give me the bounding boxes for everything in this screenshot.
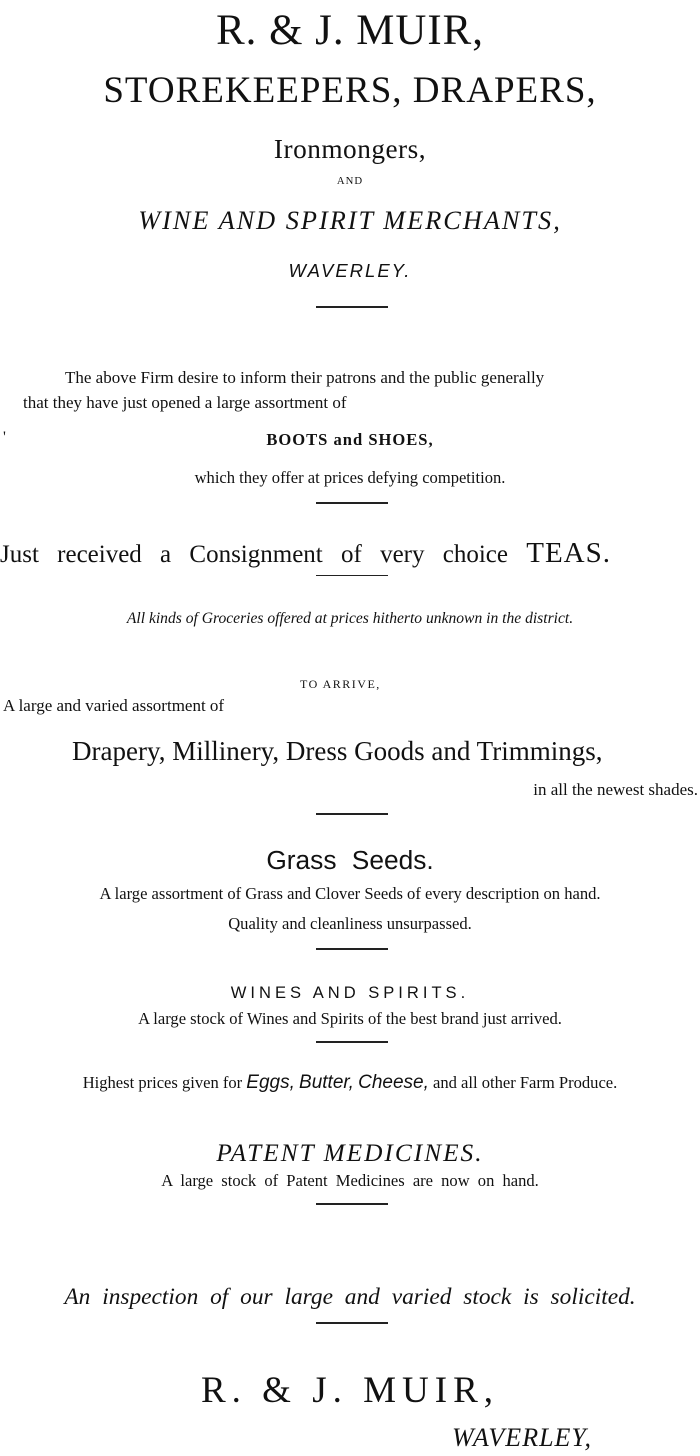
teas-announcement bbox=[0, 539, 611, 568]
arrivals-items: Drapery, Millinery, Dress Goods and Trimmings, bbox=[72, 736, 603, 766]
teas-highlight: TEAS. bbox=[526, 537, 611, 569]
divider-rule bbox=[316, 948, 388, 950]
ironmongers-heading: Ironmongers, bbox=[273, 134, 427, 164]
wines-heading: WINES AND SPIRITS. bbox=[230, 983, 470, 1002]
arrivals-shades: in all the newest shades. bbox=[533, 780, 698, 799]
groceries-notice: All kinds of Groceries offered at prices hitherto unknown in the district. bbox=[126, 610, 574, 627]
produce-cheese: Cheese, bbox=[358, 1072, 429, 1093]
wine-merchants-heading: WINE AND SPIRIT MERCHANTS, bbox=[138, 206, 562, 235]
produce-eggs: Eggs, bbox=[246, 1072, 295, 1093]
grass-seeds-heading: Grass Seeds. bbox=[266, 845, 434, 875]
firm-name-heading: R. & J. MUIR, bbox=[216, 7, 484, 54]
and-conjunction: AND bbox=[336, 175, 364, 187]
grass-seeds-line-1: A large assortment of Grass and Clover Seeds of every description on hand. bbox=[99, 884, 601, 903]
place-name-footer: WAVERLEY, bbox=[452, 1423, 592, 1452]
produce-suffix: and all other Farm Produce. bbox=[433, 1073, 618, 1092]
boots-heading: BOOTS and SHOES, bbox=[266, 430, 434, 449]
place-name-top: WAVERLEY. bbox=[288, 260, 412, 281]
produce-prefix: Highest prices given for bbox=[82, 1073, 243, 1092]
arrivals-intro: A large and varied assortment of bbox=[3, 696, 225, 715]
margin-mark-icon: ' bbox=[3, 429, 6, 446]
wines-line: A large stock of Wines and Spirits of the best brand just arrived. bbox=[138, 1009, 562, 1028]
grass-seeds-line-2: Quality and cleanliness unsurpassed. bbox=[228, 914, 472, 933]
divider-rule bbox=[316, 1203, 388, 1205]
inspection-notice: An inspection of our large and varied stock is solicited. bbox=[64, 1284, 636, 1310]
farm-produce-line bbox=[0, 1073, 700, 1092]
divider-rule bbox=[316, 502, 388, 504]
patent-medicines-line: A large stock of Patent Medicines are now on hand. bbox=[161, 1171, 539, 1190]
divider-rule bbox=[316, 1322, 388, 1324]
trades-heading: STOREKEEPERS, DRAPERS, bbox=[103, 70, 597, 111]
divider-rule bbox=[316, 306, 388, 308]
teas-text: Just received a Consignment of very choice bbox=[0, 541, 508, 568]
boots-offer: which they offer at prices defying competition. bbox=[194, 468, 506, 487]
to-arrive-label: TO ARRIVE, bbox=[300, 677, 381, 691]
patent-medicines-heading: PATENT MEDICINES. bbox=[216, 1139, 484, 1167]
divider-rule bbox=[316, 813, 388, 815]
divider-rule bbox=[316, 575, 388, 576]
divider-rule bbox=[316, 1041, 388, 1043]
firm-name-footer: R. & J. MUIR, bbox=[200, 1370, 500, 1411]
boots-intro-line-2: that they have just opened a large assortment of bbox=[23, 393, 347, 412]
produce-butter: Butter, bbox=[299, 1072, 354, 1093]
boots-intro-line-1: The above Firm desire to inform their patrons and the public generally bbox=[65, 368, 545, 387]
